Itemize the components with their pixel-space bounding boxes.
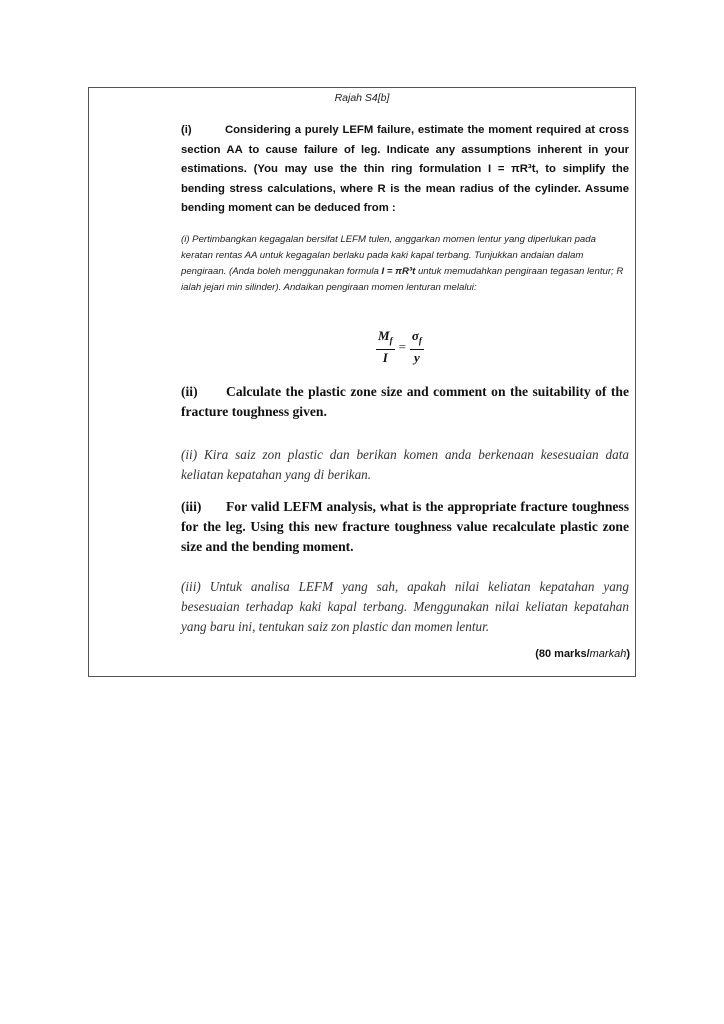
question-i-malay-post: untuk memudahkan pengiraan tegasan lentur; R ialah jejari min silinder). Andaikan pengiraan momen lenturan melalui:: [181, 266, 624, 293]
formula-lhs-sub: f: [389, 335, 393, 346]
formula-rhs-sub: f: [418, 335, 422, 346]
question-iii-malay: (iii) Untuk analisa LEFM yang sah, apakah nilai keliatan kepatahan yang besesuaian terhadap kaki kapal terbang. Menggunakan nilai keliatan kepatahan yang baru ini, tentukan saiz zon plastic dan momen lentur.: [181, 579, 629, 634]
marks-suffix: ): [626, 648, 630, 660]
question-iii-text: For valid LEFM analysis, what is the appropriate fracture toughness for the leg. Using this new fracture toughness value recalculate plastic zone size and the bending moment.: [181, 499, 629, 554]
question-i: [181, 121, 629, 219]
figure-caption: Rajah S4[b]: [334, 92, 390, 104]
question-ii-number: (ii): [181, 384, 198, 399]
question-ii: [181, 382, 629, 422]
question-i-number: (i): [181, 124, 192, 136]
question-ii-text: Calculate the plastic zone size and comment on the suitability of the fracture toughness given.: [181, 384, 629, 419]
formula-rhs-den: y: [414, 349, 420, 365]
formula-lhs: [376, 328, 395, 366]
formula-lhs-num: M: [378, 328, 390, 343]
formula-equals: =: [398, 338, 406, 354]
question-i-malay: [181, 232, 629, 296]
marks-label: [535, 648, 630, 660]
question-i-text: Considering a purely LEFM failure, estimate the moment required at cross section AA to cause failure of leg. Indicate any assumptions inherent in your estimations. (You may use the thin ring formulation I = πR³t, to simplify the bending stress calculations, where R is the mean radius of the cylinder. Assume bending moment can be deduced from :: [181, 124, 629, 214]
question-i-malay-formula: I = πR³t: [381, 266, 416, 277]
question-i-malay-pre: (i) Pertimbangkan kegagalan bersifat LEFM tulen, anggarkan momen lentur yang diperlukan pada keratan rentas AA untuk kegagalan berlaku pada kaki kapal terbang. Tunjukkan andaian dalam pengiraan. (Anda boleh menggunakan formula: [181, 234, 596, 277]
bending-formula: [376, 328, 424, 366]
question-iii-number: (iii): [181, 499, 202, 514]
marks-malay: markah: [589, 648, 627, 660]
formula-rhs: [410, 328, 424, 366]
question-iii: [181, 497, 629, 557]
marks-prefix: (80 marks/: [535, 648, 590, 660]
formula-rhs-num: σ: [411, 328, 419, 343]
formula-lhs-den: I: [382, 349, 388, 365]
question-ii-malay: (ii) Kira saiz zon plastic dan berikan komen anda berkenaan kesesuaian data keliatan kepatahan yang di berikan.: [181, 447, 629, 482]
